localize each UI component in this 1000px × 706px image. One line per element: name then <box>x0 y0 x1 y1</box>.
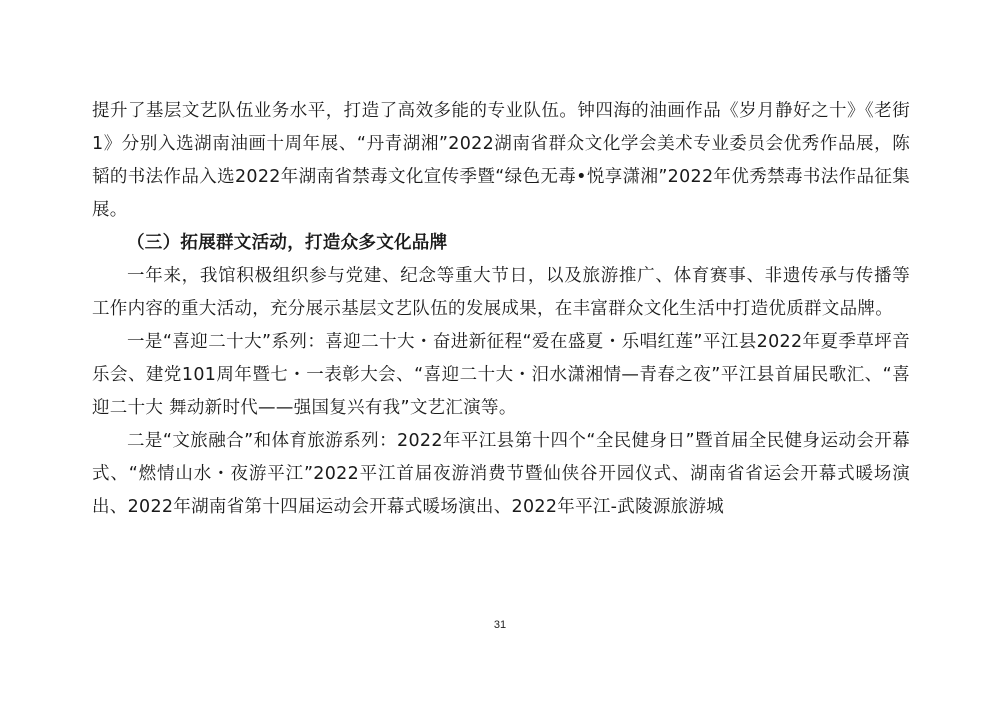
page-number: 31 <box>493 619 507 631</box>
paragraph-intro: 一年来，我馆积极组织参与党建、纪念等重大节日，以及旅游推广、体育赛事、非遗传承与传播等工作内容的重大活动，充分展示基层文艺队伍的发展成果，在丰富群众文化生活中打造优质群文品牌。 <box>92 266 910 319</box>
paragraph-series-two: 二是“文旅融合”和体育旅游系列：2022年平江县第十四个“全民健身日”暨首届全民健身运动会开幕式、“燃情山水・夜游平江”2022平江首届夜游消费节暨仙侠谷开园仪式、湖南省省运会开幕式暖场演出、2022年湖南省第十四届运动会开幕式暖场演出、2022年平江-武陵源旅游城 <box>92 431 910 517</box>
section-heading: （三）拓展群文活动，打造众多文化品牌 <box>127 233 448 253</box>
page-body <box>92 95 910 524</box>
paragraph-series-one: 一是“喜迎二十大”系列：喜迎二十大・奋进新征程“爱在盛夏・乐唱红莲”平江县2022年夏季草坪音乐会、建党101周年暨七・一表彰大会、“喜迎二十大・汨水潇湘情—青春之夜”平江县首届民歌汇、“喜迎二十大 舞动新时代——强国复兴有我”文艺汇演等。 <box>92 332 910 418</box>
paragraph-continuation: 提升了基层文艺队伍业务水平，打造了高效多能的专业队伍。钟四海的油画作品《岁月静好之十》《老街1》分别入选湖南油画十周年展、“丹青湖湘”2022湖南省群众文化学会美术专业委员会优秀作品展，陈韬的书法作品入选2022年湖南省禁毒文化宣传季暨“绿色无毒•悦享潇湘”2022年优秀禁毒书法作品征集展。 <box>92 101 910 220</box>
